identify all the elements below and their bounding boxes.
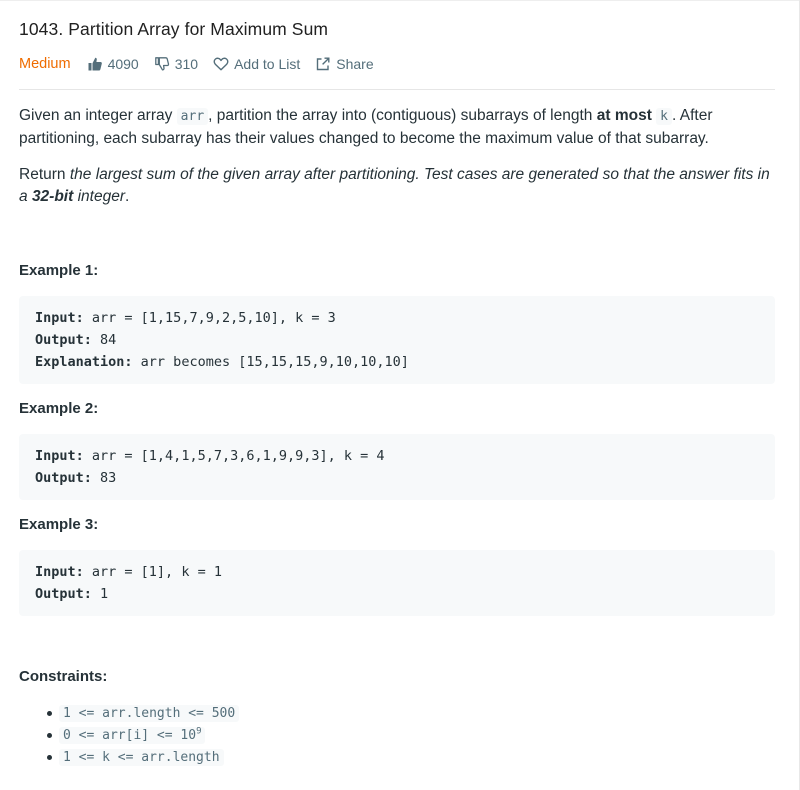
description-italic-text: the largest sum of the given array after partitioning. Test cases are generated so that the answer fits in a	[19, 166, 770, 205]
emphasis-32-bit: 32-bit	[31, 188, 74, 205]
example-output: 1	[91, 586, 109, 602]
example-input: arr = [1,15,7,9,2,5,10], k = 3	[83, 310, 336, 326]
explanation-label: Explanation:	[35, 354, 133, 370]
example-2-heading: Example 2:	[19, 400, 99, 417]
problem-meta-bar	[19, 55, 389, 73]
description-text: Return	[19, 166, 70, 183]
difficulty-badge: Medium	[19, 56, 71, 72]
example-3-block	[19, 550, 775, 616]
dislikes-count: 310	[174, 56, 199, 72]
add-to-list-button[interactable]	[213, 56, 300, 72]
inline-code-arr: arr	[177, 108, 208, 125]
constraint-exponent: 9	[196, 726, 202, 737]
inline-code-k: k	[656, 108, 672, 125]
input-label: Input:	[35, 310, 84, 326]
heart-icon	[213, 56, 229, 72]
example-1-heading: Example 1:	[19, 262, 99, 279]
example-1-block	[19, 296, 775, 384]
constraint-item	[59, 724, 239, 746]
description-italic-text: integer	[73, 188, 125, 205]
output-label: Output:	[35, 332, 92, 348]
like-button[interactable]	[87, 56, 139, 72]
share-label: Share	[336, 56, 374, 72]
constraint-code: 1 <= arr.length <= 500	[59, 705, 239, 722]
description-text: , partition the array into (contiguous) subarrays of length	[208, 107, 597, 124]
input-label: Input:	[35, 564, 84, 580]
constraint-item	[59, 702, 239, 724]
dislike-button[interactable]	[154, 56, 198, 72]
example-output: 84	[91, 332, 117, 348]
header-divider	[19, 89, 775, 90]
example-input: arr = [1,4,1,5,7,3,6,1,9,9,3], k = 4	[83, 448, 385, 464]
example-input: arr = [1], k = 1	[83, 564, 222, 580]
constraints-heading: Constraints:	[19, 668, 108, 685]
add-to-list-label: Add to List	[234, 56, 301, 72]
top-divider	[0, 0, 800, 1]
share-icon	[315, 56, 331, 72]
constraints-list	[19, 702, 239, 768]
likes-count: 4090	[107, 56, 139, 72]
constraint-code-text: 0 <= arr[i] <= 10	[63, 728, 197, 743]
input-label: Input:	[35, 448, 84, 464]
output-label: Output:	[35, 470, 92, 486]
constraint-code	[59, 727, 205, 744]
emphasis-at-most: at most	[596, 107, 652, 124]
description-paragraph-1	[19, 105, 775, 150]
share-button[interactable]	[315, 56, 373, 72]
output-label: Output:	[35, 586, 92, 602]
description-text: Given an integer array	[19, 107, 177, 124]
description-paragraph-2	[19, 164, 775, 208]
description-text: . After partitioning, each subarray has their values changed to become the maximum value of that subarray.	[19, 107, 713, 147]
example-3-heading: Example 3:	[19, 516, 99, 533]
description-text: .	[124, 188, 130, 205]
example-2-block	[19, 434, 775, 500]
problem-title: 1043. Partition Array for Maximum Sum	[19, 19, 329, 39]
example-output: 83	[91, 470, 117, 486]
constraint-item	[59, 746, 239, 768]
example-explanation: arr becomes [15,15,15,9,10,10,10]	[132, 354, 409, 370]
thumbs-down-icon	[154, 56, 170, 72]
thumbs-up-icon	[87, 56, 103, 72]
constraint-code: 1 <= k <= arr.length	[59, 749, 224, 766]
